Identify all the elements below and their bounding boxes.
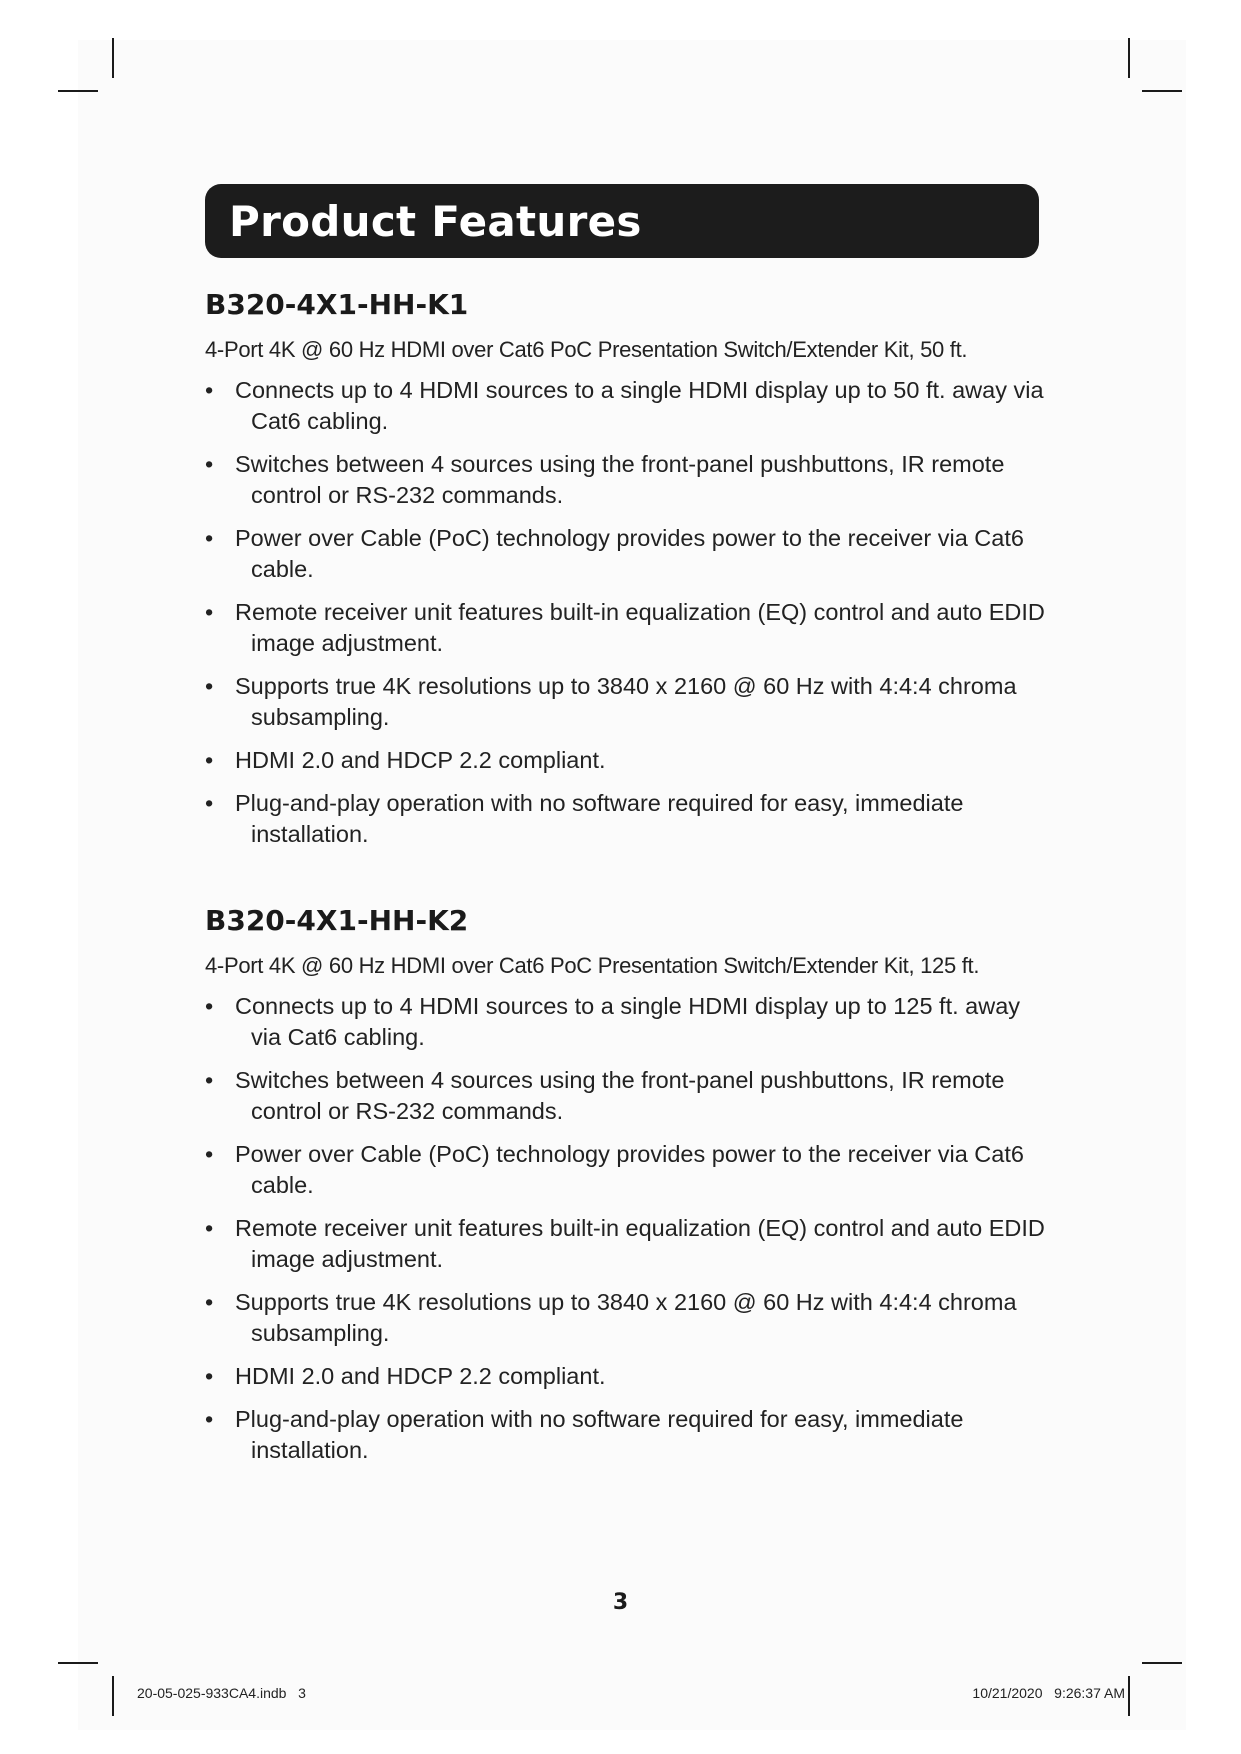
- feature-item: [205, 671, 1055, 733]
- footer-timestamp: 10/21/2020 9:26:37 AM: [972, 1685, 1125, 1701]
- crop-mark: [1142, 90, 1182, 92]
- feature-item: [205, 1065, 1055, 1127]
- model-heading: B320-4X1-HH-K2: [205, 904, 469, 937]
- bullet-icon: •: [205, 1215, 214, 1241]
- bullet-icon: •: [205, 1141, 214, 1167]
- feature-item: [205, 1404, 1055, 1466]
- feature-text: Supports true 4K resolutions up to 3840 x 2160 @ 60 Hz with 4:4:4 chroma subsampling.: [235, 1289, 1017, 1346]
- feature-text: Switches between 4 sources using the front-panel pushbuttons, IR remote control or RS-232 commands.: [235, 1067, 1005, 1124]
- feature-text: Supports true 4K resolutions up to 3840 x 2160 @ 60 Hz with 4:4:4 chroma subsampling.: [235, 673, 1017, 730]
- crop-mark: [112, 1676, 114, 1716]
- feature-item: [205, 788, 1055, 850]
- feature-text: Remote receiver unit features built-in equalization (EQ) control and auto EDID image adjustment.: [235, 599, 1045, 656]
- feature-item: [205, 1287, 1055, 1349]
- feature-text: Switches between 4 sources using the front-panel pushbuttons, IR remote control or RS-232 commands.: [235, 451, 1005, 508]
- page-number: 3: [612, 1590, 629, 1615]
- page-title: Product Features: [229, 196, 642, 246]
- feature-text: Remote receiver unit features built-in equalization (EQ) control and auto EDID image adjustment.: [235, 1215, 1045, 1272]
- bullet-icon: •: [205, 1067, 214, 1093]
- feature-text: Connects up to 4 HDMI sources to a single HDMI display up to 50 ft. away via Cat6 cabling.: [235, 377, 1044, 434]
- feature-item: [205, 375, 1055, 437]
- feature-item: [205, 991, 1055, 1053]
- section-header-bar: [205, 184, 1039, 258]
- feature-item: [205, 1213, 1055, 1275]
- footer-file-label: 20-05-025-933CA4.indb 3: [137, 1685, 306, 1701]
- feature-text: HDMI 2.0 and HDCP 2.2 compliant.: [235, 1363, 606, 1389]
- feature-list: [205, 375, 1055, 850]
- bullet-icon: •: [205, 451, 214, 477]
- feature-item: [205, 597, 1055, 659]
- feature-item: [205, 523, 1055, 585]
- feature-text: Plug-and-play operation with no software required for easy, immediate installation.: [235, 790, 964, 847]
- bullet-icon: •: [205, 790, 214, 816]
- crop-mark: [1142, 1662, 1182, 1664]
- feature-text: Plug-and-play operation with no software required for easy, immediate installation.: [235, 1406, 964, 1463]
- feature-item: [205, 449, 1055, 511]
- crop-mark: [58, 1662, 98, 1664]
- bullet-icon: •: [205, 1363, 214, 1389]
- bullet-icon: •: [205, 673, 214, 699]
- bullet-icon: •: [205, 1289, 214, 1315]
- model-description: 4-Port 4K @ 60 Hz HDMI over Cat6 PoC Presentation Switch/Extender Kit, 50 ft.: [205, 337, 968, 362]
- product-section-k2: [205, 904, 1055, 1478]
- feature-text: Power over Cable (PoC) technology provides power to the receiver via Cat6 cable.: [235, 525, 1024, 582]
- bullet-icon: •: [205, 747, 214, 773]
- crop-mark: [1128, 1676, 1130, 1716]
- feature-list: [205, 991, 1055, 1466]
- feature-item: [205, 1139, 1055, 1201]
- bullet-icon: •: [205, 525, 214, 551]
- crop-mark: [58, 90, 98, 92]
- product-section-k1: [205, 288, 1055, 862]
- feature-item: [205, 745, 1055, 776]
- bullet-icon: •: [205, 599, 214, 625]
- crop-mark: [112, 38, 114, 78]
- bullet-icon: •: [205, 1406, 214, 1432]
- feature-item: [205, 1361, 1055, 1392]
- feature-text: Connects up to 4 HDMI sources to a single HDMI display up to 125 ft. away via Cat6 cabling.: [235, 993, 1021, 1050]
- model-heading: B320-4X1-HH-K1: [205, 288, 469, 321]
- crop-mark: [1128, 38, 1130, 78]
- feature-text: HDMI 2.0 and HDCP 2.2 compliant.: [235, 747, 606, 773]
- model-description: 4-Port 4K @ 60 Hz HDMI over Cat6 PoC Presentation Switch/Extender Kit, 125 ft.: [205, 953, 980, 978]
- bullet-icon: •: [205, 993, 214, 1019]
- bullet-icon: •: [205, 377, 214, 403]
- feature-text: Power over Cable (PoC) technology provides power to the receiver via Cat6 cable.: [235, 1141, 1024, 1198]
